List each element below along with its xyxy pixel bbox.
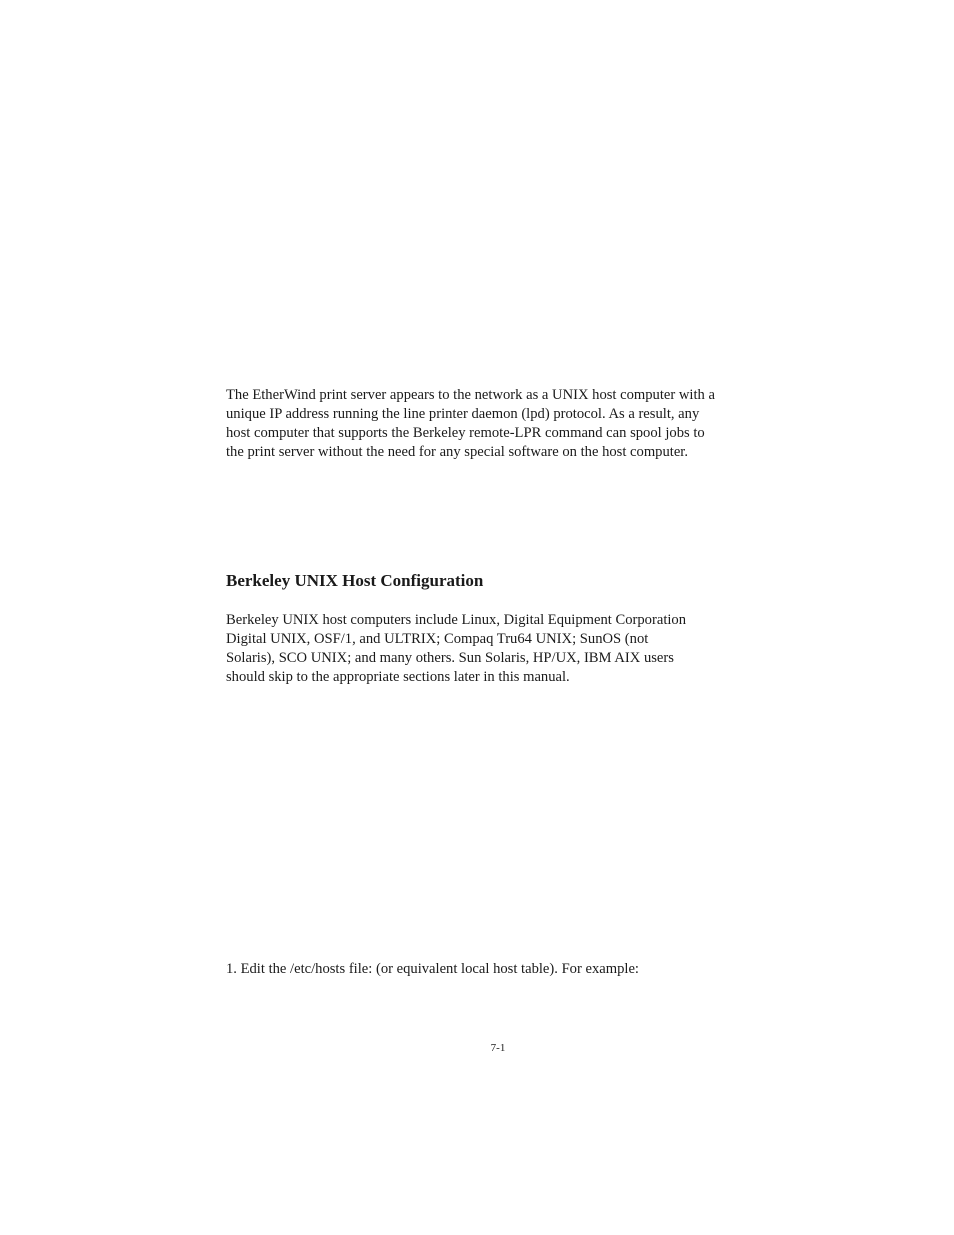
section-heading: Berkeley UNIX Host Configuration xyxy=(226,571,484,590)
section-body-paragraph xyxy=(226,611,736,687)
intro-line: the print server without the need for any special software on the host computer. xyxy=(226,444,688,460)
intro-line: unique IP address running the line printer daemon (lpd) protocol. As a result, any xyxy=(226,406,700,422)
section-body-line: should skip to the appropriate sections later in this manual. xyxy=(226,669,570,685)
section-body-line: Solaris), SCO UNIX; and many others. Sun Solaris, HP/UX, IBM AIX users xyxy=(226,650,674,666)
section-body-line: Digital UNIX, OSF/1, and ULTRIX; Compaq Tru64 UNIX; SunOS (not xyxy=(226,631,649,647)
section-body-line: Berkeley UNIX host computers include Linux, Digital Equipment Corporation xyxy=(226,612,687,628)
page-number: 7-1 xyxy=(490,1042,506,1054)
intro-line: The EtherWind print server appears to the network as a UNIX host computer with a xyxy=(226,387,715,403)
intro-line: host computer that supports the Berkeley remote-LPR command can spool jobs to xyxy=(226,425,705,441)
step-item: 1. Edit the /etc/hosts file: (or equivalent local host table). For example: xyxy=(226,961,639,977)
intro-paragraph xyxy=(226,386,736,462)
